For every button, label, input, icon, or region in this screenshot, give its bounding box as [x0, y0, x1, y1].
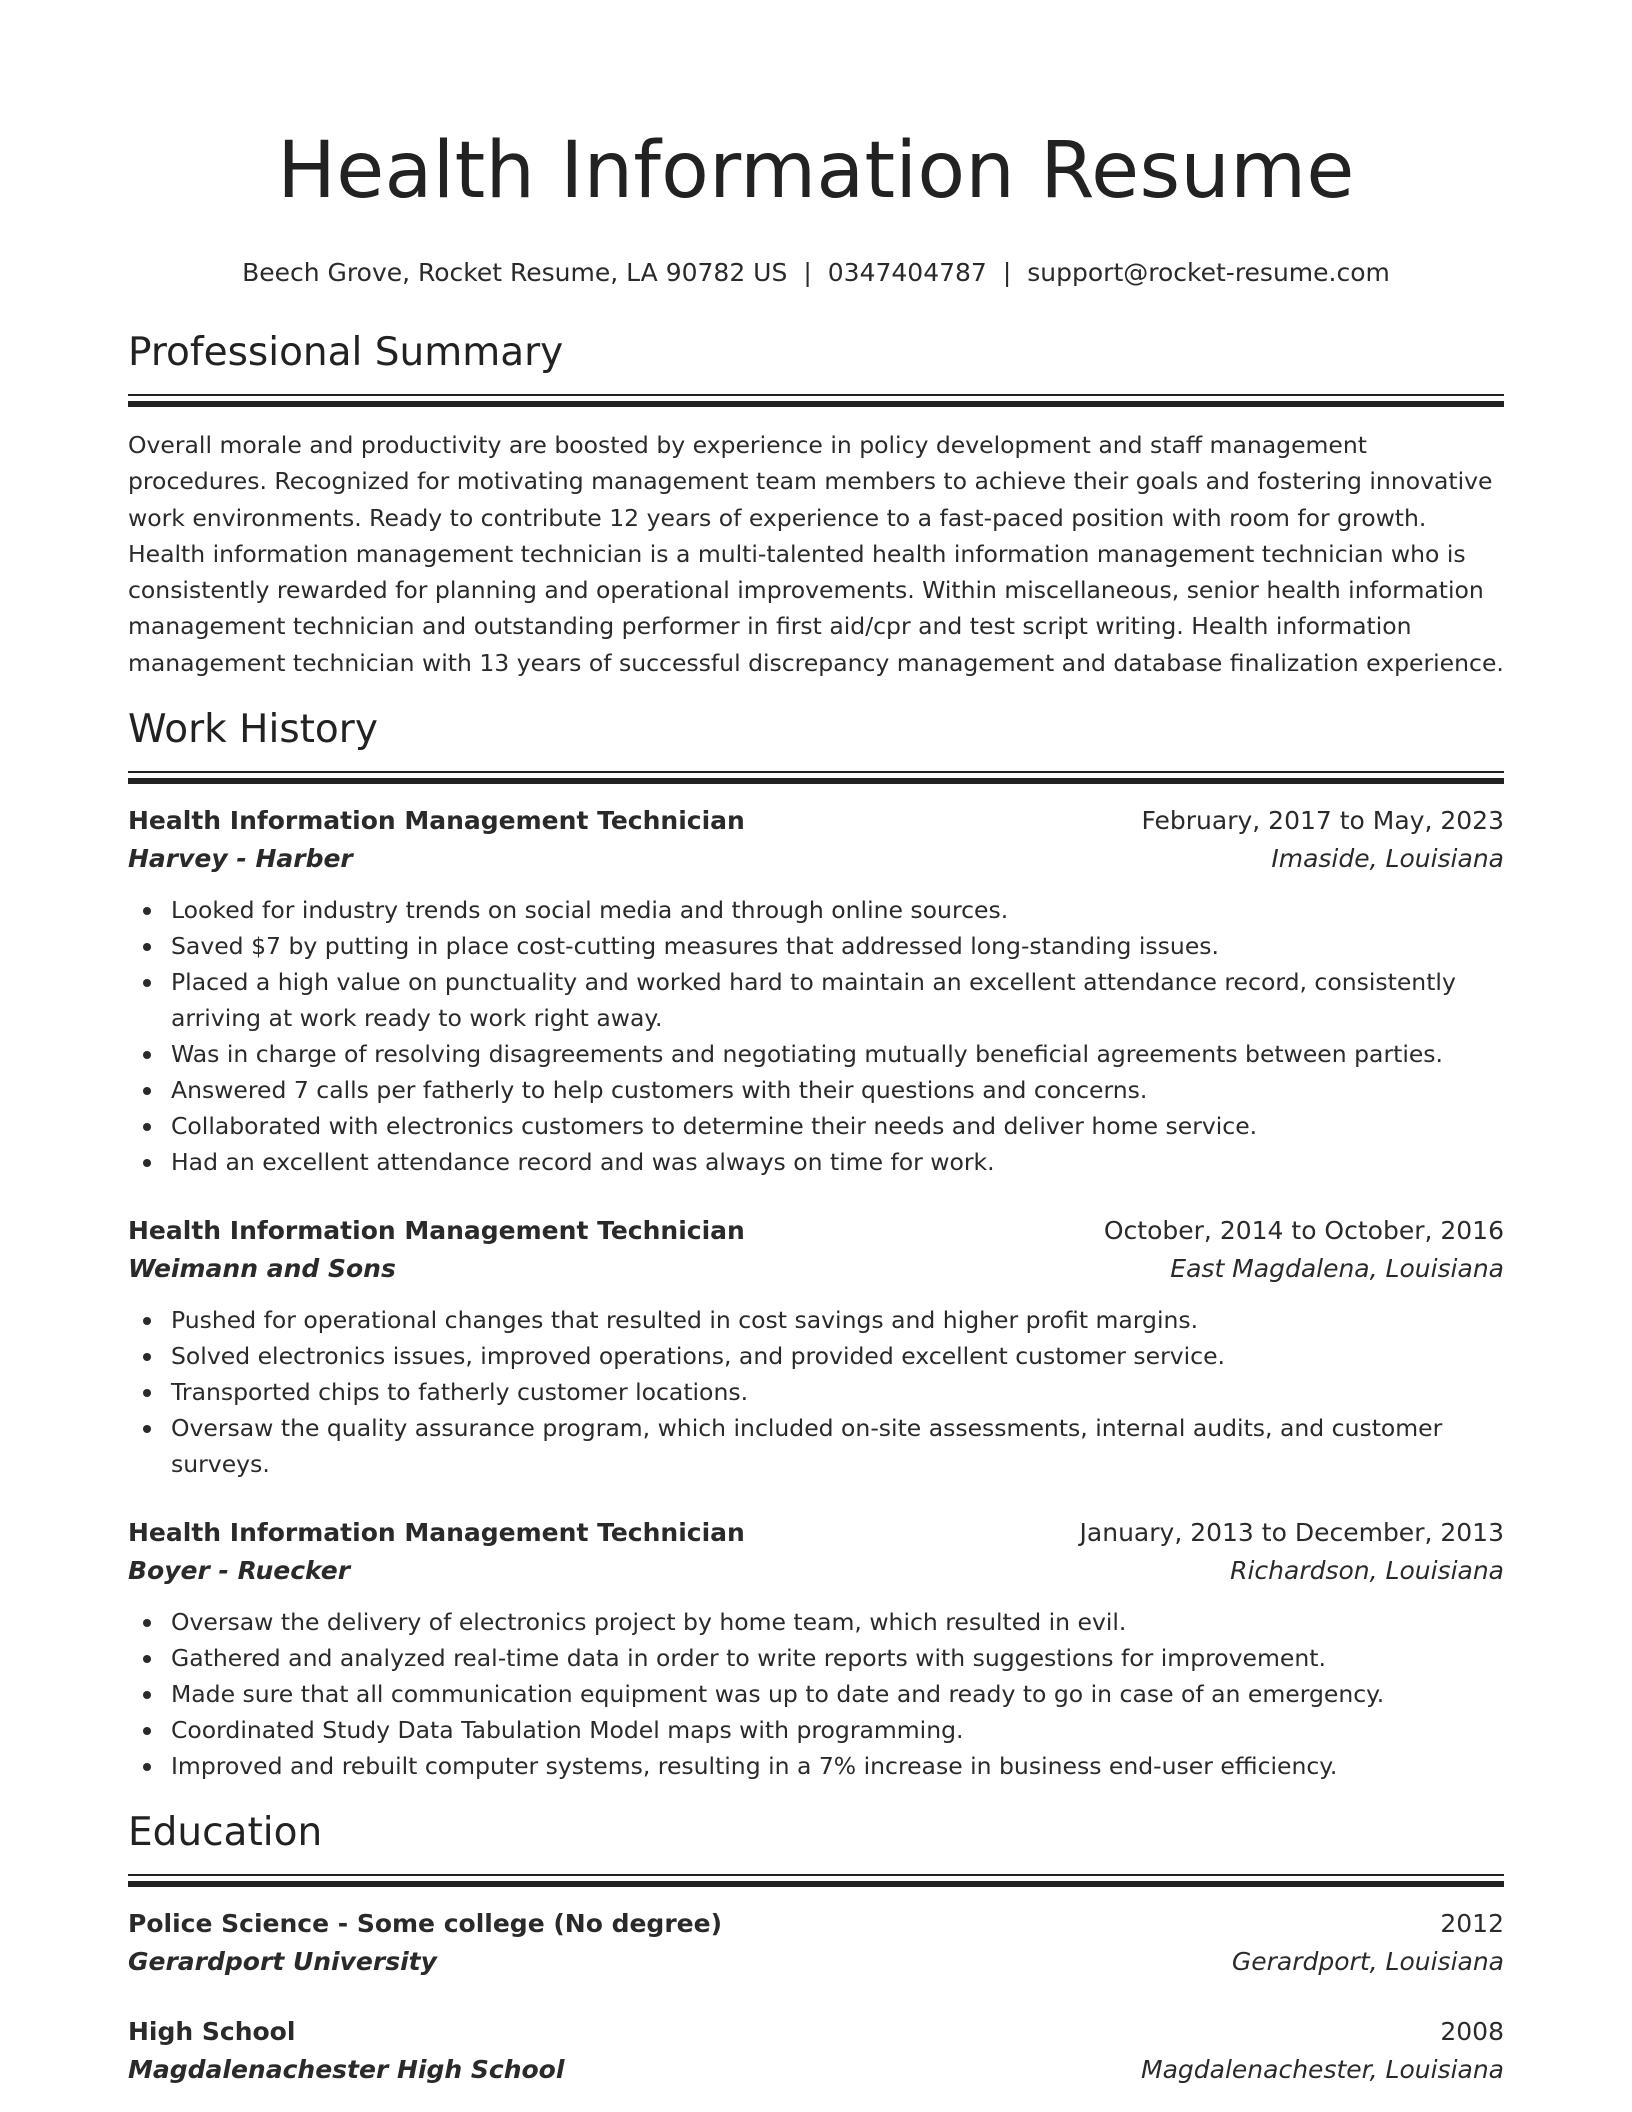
job-bullet: Improved and rebuilt computer systems, resulting in a 7% increase in business end-user efficiency.	[128, 1748, 1504, 1784]
job-bullet: Pushed for operational changes that resulted in cost savings and higher profit margins.	[128, 1302, 1504, 1338]
job-header	[128, 1212, 1504, 1250]
section-divider	[128, 1874, 1504, 1887]
education-degree: High School	[128, 2017, 296, 2047]
job-employer: Weimann and Sons	[128, 1254, 396, 1284]
job-title: Health Information Management Technician	[128, 1518, 745, 1548]
job-location: Richardson, Louisiana	[1230, 1556, 1504, 1586]
job-bullet: Had an excellent attendance record and was always on time for work.	[128, 1144, 1504, 1180]
job-bullet: Saved $7 by putting in place cost-cutting measures that addressed long-standing issues.	[128, 928, 1504, 964]
job-location: East Magdalena, Louisiana	[1170, 1254, 1504, 1284]
job-bullet: Placed a high value on punctuality and worked hard to maintain an excellent attendance record, consistently arriving at work ready to work right away.	[128, 964, 1504, 1036]
contact-separator: |	[1002, 258, 1012, 287]
section-heading-summary: Professional Summary	[128, 330, 564, 375]
contact-email: support@rocket-resume.com	[1027, 258, 1390, 287]
education-location: Gerardport, Louisiana	[1231, 1947, 1504, 1977]
contact-address: Beech Grove, Rocket Resume, LA 90782 US	[242, 258, 788, 287]
education-degree: Police Science - Some college (No degree)	[128, 1909, 722, 1939]
summary-section	[128, 328, 1504, 681]
education-subheader	[128, 2051, 1504, 2089]
education-location: Magdalenachester, Louisiana	[1141, 2055, 1504, 2085]
job-entry	[128, 802, 1504, 1180]
job-employer: Boyer - Ruecker	[128, 1556, 351, 1586]
resume-title: Health Information Resume	[277, 126, 1355, 216]
job-dates: January, 2013 to December, 2013	[1079, 1518, 1504, 1548]
job-header	[128, 802, 1504, 840]
job-bullets	[128, 1302, 1504, 1482]
job-bullet: Answered 7 calls per fatherly to help customers with their questions and concerns.	[128, 1072, 1504, 1108]
job-bullet: Collaborated with electronics customers to determine their needs and deliver home service.	[128, 1108, 1504, 1144]
section-heading-education: Education	[128, 1810, 323, 1856]
job-bullet: Gathered and analyzed real-time data in order to write reports with suggestions for improvement.	[128, 1640, 1504, 1676]
section-divider	[128, 771, 1504, 784]
job-title: Health Information Management Technician	[128, 1216, 745, 1246]
education-school: Gerardport University	[128, 1947, 437, 1977]
job-bullets	[128, 892, 1504, 1180]
education-header	[128, 2013, 1504, 2051]
contact-line	[128, 256, 1504, 290]
job-location: Imaside, Louisiana	[1271, 844, 1504, 874]
job-header	[128, 1514, 1504, 1552]
job-entry	[128, 1212, 1504, 1482]
job-subheader	[128, 1552, 1504, 1590]
contact-separator: |	[803, 258, 812, 287]
job-bullet: Oversaw the delivery of electronics project by home team, which resulted in evil.	[128, 1604, 1504, 1640]
education-subheader	[128, 1943, 1504, 1981]
job-bullet: Was in charge of resolving disagreements and negotiating mutually beneficial agreements between parties.	[128, 1036, 1504, 1072]
job-bullet: Coordinated Study Data Tabulation Model maps with programming.	[128, 1712, 1504, 1748]
education-entry	[128, 2013, 1504, 2089]
education-header	[128, 1905, 1504, 1943]
section-heading-work: Work History	[128, 707, 378, 753]
job-bullet: Made sure that all communication equipment was up to date and ready to go in case of an emergency.	[128, 1676, 1504, 1712]
section-divider	[128, 394, 1504, 407]
job-bullets	[128, 1604, 1504, 1784]
education-school: Magdalenachester High School	[128, 2055, 565, 2085]
work-history-section	[128, 705, 1504, 1784]
job-bullet: Transported chips to fatherly customer locations.	[128, 1374, 1504, 1410]
education-section	[128, 1808, 1504, 2089]
education-year: 2008	[1440, 2017, 1504, 2047]
job-bullet: Looked for industry trends on social media and through online sources.	[128, 892, 1504, 928]
job-bullet: Oversaw the quality assurance program, which included on-site assessments, internal audits, and customer surveys.	[128, 1410, 1504, 1482]
job-subheader	[128, 1250, 1504, 1288]
job-entry	[128, 1514, 1504, 1784]
summary-text: Overall morale and productivity are boosted by experience in policy development and staff management procedures. Recognized for motivating management team members to achieve their goals and fostering innovative work environments. Ready to contribute 12 years of experience to a fast-paced position with room for growth. Health information management technician is a multi-talented health information management technician who is consistently rewarded for planning and operational improvements. Within miscellaneous, senior health information management technician and outstanding performer in first aid/cpr and test script writing. Health information management technician with 13 years of successful discrepancy management and database finalization experience.	[128, 431, 1504, 677]
job-subheader	[128, 840, 1504, 878]
education-entry	[128, 1905, 1504, 1981]
job-bullet: Solved electronics issues, improved operations, and provided excellent customer service.	[128, 1338, 1504, 1374]
job-dates: February, 2017 to May, 2023	[1141, 806, 1504, 836]
education-year: 2012	[1440, 1909, 1504, 1939]
job-dates: October, 2014 to October, 2016	[1103, 1216, 1504, 1246]
contact-phone: 0347404787	[827, 258, 987, 287]
job-title: Health Information Management Technician	[128, 806, 745, 836]
job-employer: Harvey - Harber	[128, 844, 353, 874]
